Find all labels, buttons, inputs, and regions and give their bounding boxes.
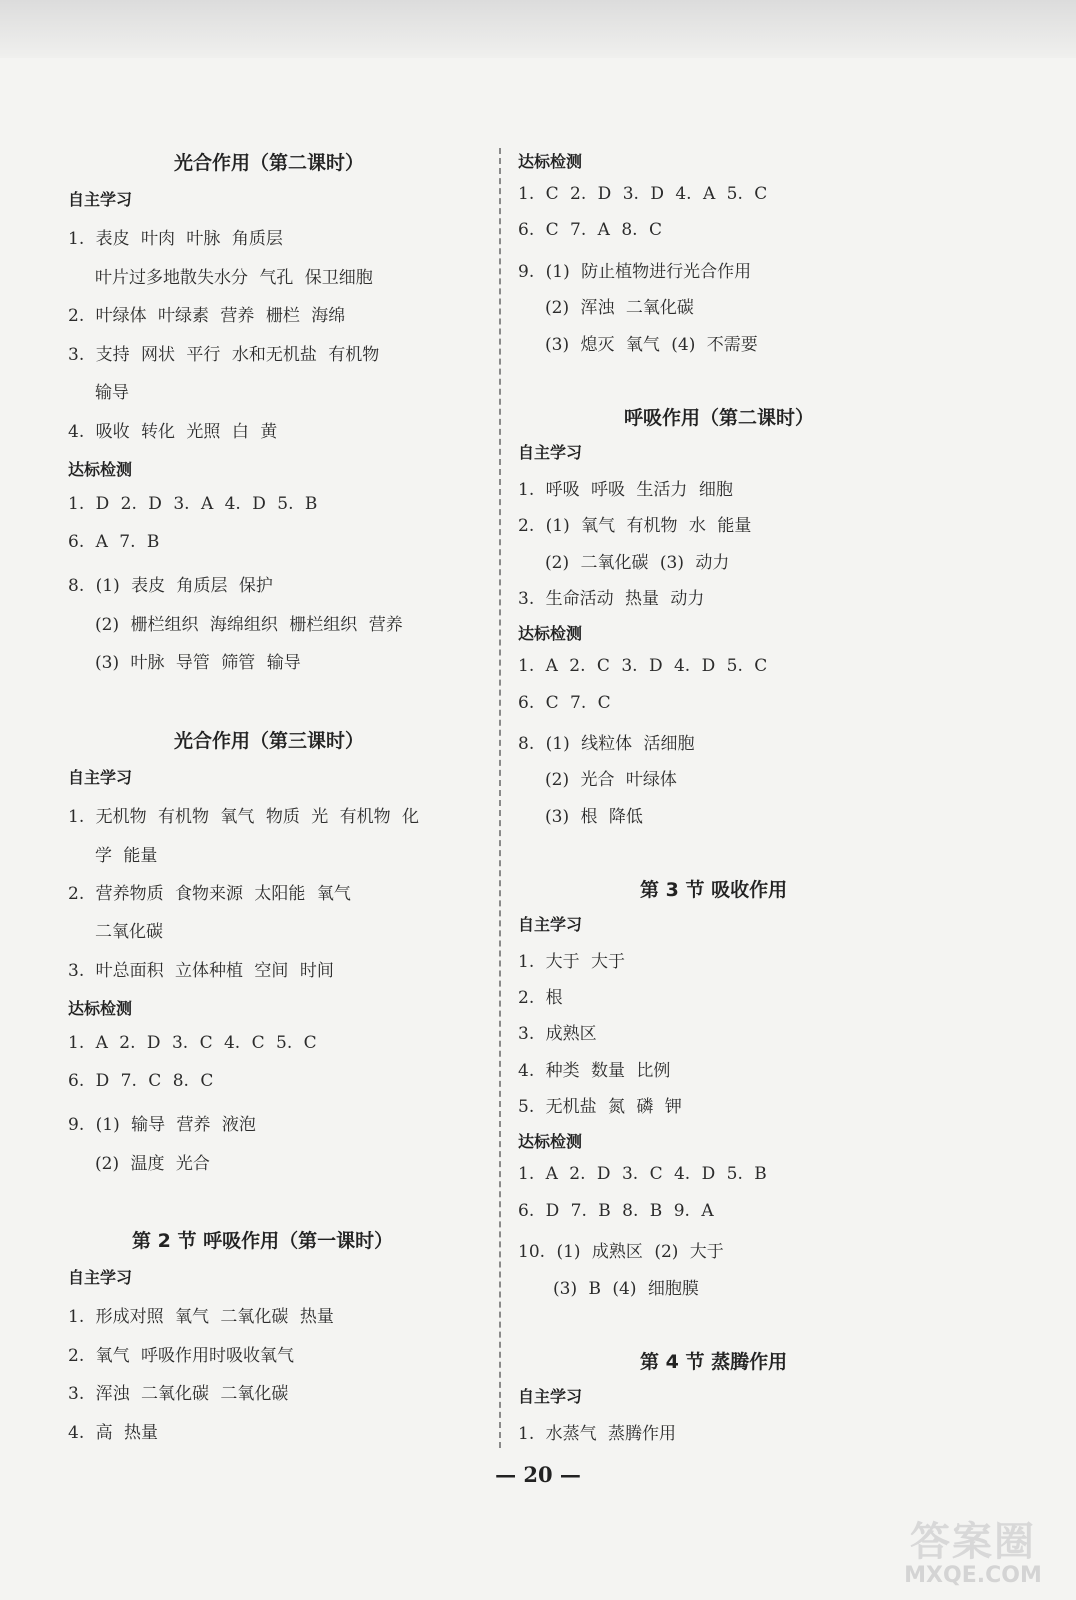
answer-line: 2. 根 [518, 988, 563, 1008]
subsection-title: 自主学习 [68, 768, 133, 787]
answer-line: (3) B (4) 细胞膜 [553, 1279, 699, 1299]
answer-line: 1. A 2. C 3. D 4. D 5. C [518, 656, 768, 676]
section-title: 光合作用（第二课时） [174, 152, 365, 174]
watermark-url: MXQE.COM [904, 1563, 1042, 1588]
answer-line: 6. C 7. A 8. C [518, 220, 662, 240]
answer-line: (2) 栅栏组织 海绵组织 栅栏组织 营养 [95, 615, 403, 635]
answer-line: 二氧化碳 [95, 922, 163, 942]
answer-line: 1. D 2. D 3. A 4. D 5. B [68, 494, 318, 514]
answer-line: (3) 叶脉 导管 筛管 输导 [95, 653, 301, 673]
column-divider [499, 148, 501, 1448]
answer-line: 2. 叶绿体 叶绿素 营养 栅栏 海绵 [68, 306, 346, 326]
subsection-title: 达标检测 [518, 1132, 583, 1151]
subsection-title: 达标检测 [68, 460, 133, 479]
answer-line: 5. 无机盐 氮 磷 钾 [518, 1097, 682, 1117]
answer-line: 8. (1) 线粒体 活细胞 [518, 734, 695, 754]
answer-line: 2. 氧气 呼吸作用时吸收氧气 [68, 1346, 295, 1366]
answer-line: 2. (1) 氧气 有机物 水 能量 [518, 516, 752, 536]
answer-line: 9. (1) 防止植物进行光合作用 [518, 262, 752, 282]
answer-line: 1. A 2. D 3. C 4. D 5. B [518, 1164, 767, 1184]
answer-line: (2) 光合 叶绿体 [545, 770, 677, 790]
answer-line: (2) 二氧化碳 (3) 动力 [545, 553, 730, 573]
answer-line: 1. A 2. D 3. C 4. C 5. C [68, 1033, 317, 1053]
answer-line: 叶片过多地散失水分 气孔 保卫细胞 [95, 268, 373, 288]
section-title: 第 4 节 蒸腾作用 [640, 1351, 788, 1373]
answer-line: 1. 形成对照 氧气 二氧化碳 热量 [68, 1307, 334, 1327]
answer-line: 8. (1) 表皮 角质层 保护 [68, 576, 273, 596]
answer-line: (2) 温度 光合 [95, 1154, 210, 1174]
subsection-title: 达标检测 [68, 999, 133, 1018]
answer-line: 1. C 2. D 3. D 4. A 5. C [518, 184, 768, 204]
answer-line: 学 能量 [95, 846, 158, 866]
answer-line: 3. 成熟区 [518, 1024, 597, 1044]
section-title: 光合作用（第三课时） [174, 730, 365, 752]
answer-line: 4. 高 热量 [68, 1423, 159, 1443]
scanned-top-edge [0, 0, 1076, 58]
section-title: 第 2 节 呼吸作用（第一课时） [132, 1230, 394, 1252]
answer-line: (3) 熄灭 氧气 (4) 不需要 [545, 335, 758, 355]
answer-line: 2. 营养物质 食物来源 太阳能 氧气 [68, 884, 351, 904]
answer-line: 1. 表皮 叶肉 叶脉 角质层 [68, 229, 283, 249]
answer-line: 3. 叶总面积 立体种植 空间 时间 [68, 961, 334, 981]
answer-line: 1. 水蒸气 蒸腾作用 [518, 1424, 677, 1444]
answer-line: 9. (1) 输导 营养 液泡 [68, 1115, 256, 1135]
subsection-title: 自主学习 [68, 190, 133, 209]
answer-line: 1. 大于 大于 [518, 952, 626, 972]
answer-line: 3. 浑浊 二氧化碳 二氧化碳 [68, 1384, 289, 1404]
answer-line: 6. A 7. B [68, 532, 160, 552]
section-title: 呼吸作用（第二课时） [624, 407, 815, 429]
answer-line: 6. C 7. C [518, 693, 611, 713]
watermark [888, 1520, 1058, 1592]
subsection-title: 自主学习 [518, 1387, 583, 1406]
subsection-title: 自主学习 [68, 1268, 133, 1287]
page-number: — 20 — [495, 1462, 581, 1487]
watermark-logo: 答案圈 [910, 1519, 1036, 1565]
subsection-title: 自主学习 [518, 443, 583, 462]
section-title: 第 3 节 吸收作用 [640, 879, 788, 901]
answer-line: 6. D 7. C 8. C [68, 1071, 214, 1091]
answer-line: (2) 浑浊 二氧化碳 [545, 298, 694, 318]
subsection-title: 达标检测 [518, 152, 583, 171]
subsection-title: 自主学习 [518, 915, 583, 934]
subsection-title: 达标检测 [518, 624, 583, 643]
answer-line: 3. 生命活动 热量 动力 [518, 589, 705, 609]
answer-line: 输导 [95, 383, 129, 403]
answer-line: 3. 支持 网状 平行 水和无机盐 有机物 [68, 345, 380, 365]
answer-line: 6. D 7. B 8. B 9. A [518, 1201, 714, 1221]
answer-line: 4. 种类 数量 比例 [518, 1061, 671, 1081]
answer-line: 1. 无机物 有机物 氧气 物质 光 有机物 化 [68, 807, 420, 827]
answer-line: 4. 吸收 转化 光照 白 黄 [68, 422, 278, 442]
answer-line: 10. (1) 成熟区 (2) 大于 [518, 1242, 724, 1262]
answer-line: 1. 呼吸 呼吸 生活力 细胞 [518, 480, 733, 500]
answer-line: (3) 根 降低 [545, 807, 643, 827]
